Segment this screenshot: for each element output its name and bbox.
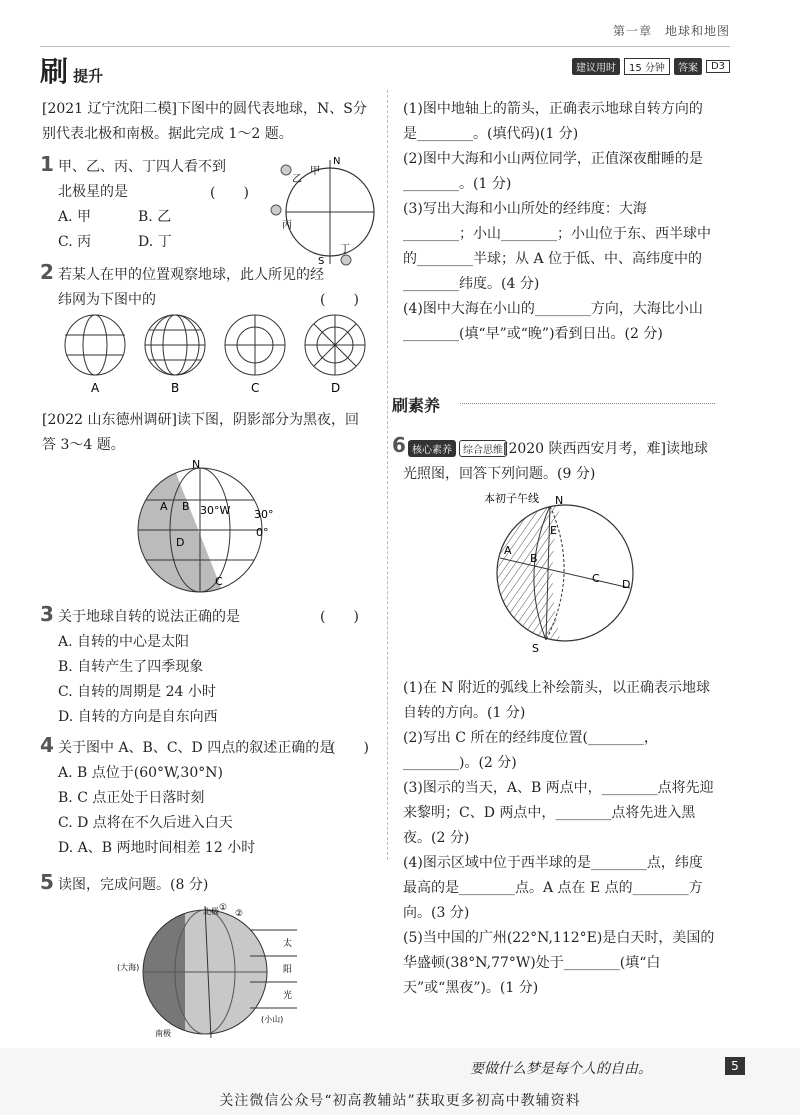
q6-badge-core: 核心素养: [408, 440, 456, 457]
intro-2: [2022 山东德州调研]读下图，阴影部分为黑夜，回答 3～4 题。: [42, 412, 360, 453]
q3-opt-c: C. 自转的周期是 24 小时: [58, 684, 216, 700]
q5-sub3: (3)写出大海和小山所处的经纬度：大海________；小山________；小山位于东、西半球中的________半球；从 A 位于低、中、高纬度中的________纬度。(4 分): [403, 201, 711, 292]
q6-badge-type: 综合思维: [459, 440, 507, 457]
q3-opt-a: A. 自转的中心是太阳: [58, 634, 190, 650]
fig6-d: D: [622, 578, 631, 591]
q5-sub4: (4)图中大海在小山的________方向，大海比小山________(填“早”或“晚”)看到日出。(2 分): [403, 301, 703, 342]
grid-b: [145, 315, 205, 395]
chapter-title: 第一章 地球和地图: [612, 24, 730, 38]
fig2-n: N: [192, 458, 201, 471]
fig2-a: A: [160, 500, 168, 513]
fig1-jia: 甲: [310, 166, 320, 177]
q5-sub2: (2)图中大海和小山两位同学，正值深夜酣睡的是________。(1 分): [403, 151, 703, 192]
q5-number: 5: [40, 870, 54, 894]
person-ding-icon: [341, 255, 351, 265]
fig6-e: E: [550, 524, 557, 537]
q4-opt-b: B. C 点正处于日落时刻: [58, 790, 205, 806]
q4-paren: ( ): [330, 740, 369, 756]
person-yi-icon: [281, 165, 291, 175]
fig1-s: S: [318, 256, 325, 267]
q2-number: 2: [40, 260, 54, 284]
brand-small: 提升: [73, 67, 104, 85]
fig2-d: D: [176, 536, 185, 549]
fig6-s: S: [532, 642, 539, 655]
fig5-south: 南极: [155, 1029, 171, 1038]
q3-opt-d: D. 自转的方向是自东向西: [58, 709, 218, 725]
column-divider: [387, 90, 388, 860]
grid-label-b: B: [171, 381, 180, 395]
fig6-c: C: [592, 572, 600, 585]
figure-q2-grids: [55, 310, 375, 395]
q6-sub4: (4)图示区域中位于西半球的是________点，纬度最高的是________点。A 点在 E 点的________方向。(3 分): [403, 855, 703, 921]
fig1-ding: 丁: [340, 244, 350, 255]
footer-note: 关注微信公众号“初高教辅站”获取更多初高中教辅资料: [219, 1093, 581, 1109]
fig2-b: B: [182, 500, 190, 513]
fig5-north: 北极: [203, 907, 219, 916]
fig6-n: N: [555, 494, 564, 507]
q3-text: 关于地球自转的说法正确的是: [58, 609, 240, 625]
fig2-lat30: 30°: [254, 508, 274, 521]
fig1-n: N: [333, 156, 341, 167]
q3-opt-b: B. 自转产生了四季现象: [58, 659, 204, 675]
fig5-dahai: (大海): [117, 963, 140, 972]
q6-sub3: (3)图示的当天，A、B 两点中，________点将先迎来黎明；C、D 两点中，________点将先进入黑夜。(2 分): [403, 780, 714, 846]
grid-label-d: D: [331, 381, 341, 395]
q5-text: 读图，完成问题。(8 分): [58, 877, 209, 893]
section-rule: [460, 403, 715, 404]
fig5-xiaoshan: (小山): [261, 1015, 284, 1024]
fig2-lat0: 0°: [256, 526, 269, 539]
figure-q1: [262, 150, 377, 270]
fig6-meridian: 本初子午线: [484, 492, 539, 505]
fig6-b: B: [530, 552, 538, 565]
figure-q6: [480, 488, 650, 658]
grid-label-a: A: [91, 381, 100, 395]
person-bing-icon: [271, 205, 281, 215]
grid-d: [305, 315, 365, 395]
q3-paren: ( ): [320, 609, 359, 625]
intro-1: [2021 辽宁沈阳二模]下图中的圆代表地球，N、S分别代表北极和南极。据此完成 1～2 题。: [42, 101, 367, 142]
brand: [40, 50, 103, 90]
grid-label-c: C: [251, 381, 260, 395]
answer-label: 答案: [674, 58, 702, 75]
figure-q34: [130, 458, 290, 598]
fig5-tai: 太: [283, 939, 293, 949]
q6-number: 6: [392, 433, 406, 457]
q1-opt-c: C. 丙: [58, 234, 92, 250]
brand-big: 刷: [40, 55, 69, 88]
q4-number: 4: [40, 733, 54, 757]
meta-info: [572, 58, 730, 75]
grid-a: [65, 315, 125, 395]
footer-motto: 要做什么梦是每个人的自由。: [470, 1061, 652, 1077]
q4-opt-a: A. B 点位于(60°W,30°N): [58, 765, 223, 781]
page-number: 5: [725, 1057, 745, 1075]
q2-text: 若某人在甲的位置观察地球，此人所见的经纬网为下图中的: [58, 267, 324, 308]
time-value: 15 分钟: [624, 58, 670, 75]
q4-opt-c: C. D 点将在不久后进入白天: [58, 815, 233, 831]
q6-sub2: (2)写出 C 所在的经纬度位置(________，________)。(2 分): [403, 730, 658, 771]
section-title: 刷素养: [392, 396, 441, 415]
figure-q5: [115, 900, 315, 1040]
fig5-yang: 阳: [283, 965, 293, 975]
fig1-bing: 丙: [282, 220, 292, 231]
time-label: 建议用时: [572, 58, 620, 75]
fig5-circle1: ①: [219, 903, 228, 913]
q3-number: 3: [40, 602, 54, 626]
q6-sub1: (1)在 N 附近的弧线上补绘箭头，以正确表示地球自转的方向。(1 分): [403, 680, 710, 721]
fig5-circle2: ②: [235, 909, 244, 919]
q1-opt-b: B. 乙: [138, 209, 172, 225]
fig2-lon: 30°W: [200, 504, 231, 517]
q1-paren: ( ): [210, 185, 249, 201]
answer-value: D3: [706, 60, 730, 73]
q6-sub5: (5)当中国的广州(22°N,112°E)是白天时，美国的华盛顿(38°N,77°W)处于________(填“白天”或“黑夜”)。(1 分): [403, 930, 715, 996]
q1-opt-d: D. 丁: [138, 234, 172, 250]
q6-text: [2020 陕西西安月考，难]读地球光照图，回答下列问题。(9 分): [403, 441, 709, 482]
q1-text: 甲、乙、丙、丁四人看不到北极星的是: [58, 159, 226, 200]
fig5-guang: 光: [283, 991, 293, 1001]
fig1-yi: 乙: [292, 174, 302, 185]
q5-sub1: (1)图中地轴上的箭头，正确表示地球自转方向的是________。(填代码)(1 分): [403, 101, 703, 142]
header-rule: [40, 46, 730, 47]
q4-opt-d: D. A、B 两地时间相差 12 小时: [58, 840, 256, 856]
grid-c: [225, 315, 285, 395]
q2-paren: ( ): [320, 292, 359, 308]
q1-opt-a: A. 甲: [58, 209, 92, 225]
fig6-a: A: [504, 544, 512, 557]
q4-text: 关于图中 A、B、C、D 四点的叙述正确的是: [58, 740, 334, 756]
fig2-c: C: [215, 575, 223, 588]
q1-number: 1: [40, 152, 54, 176]
